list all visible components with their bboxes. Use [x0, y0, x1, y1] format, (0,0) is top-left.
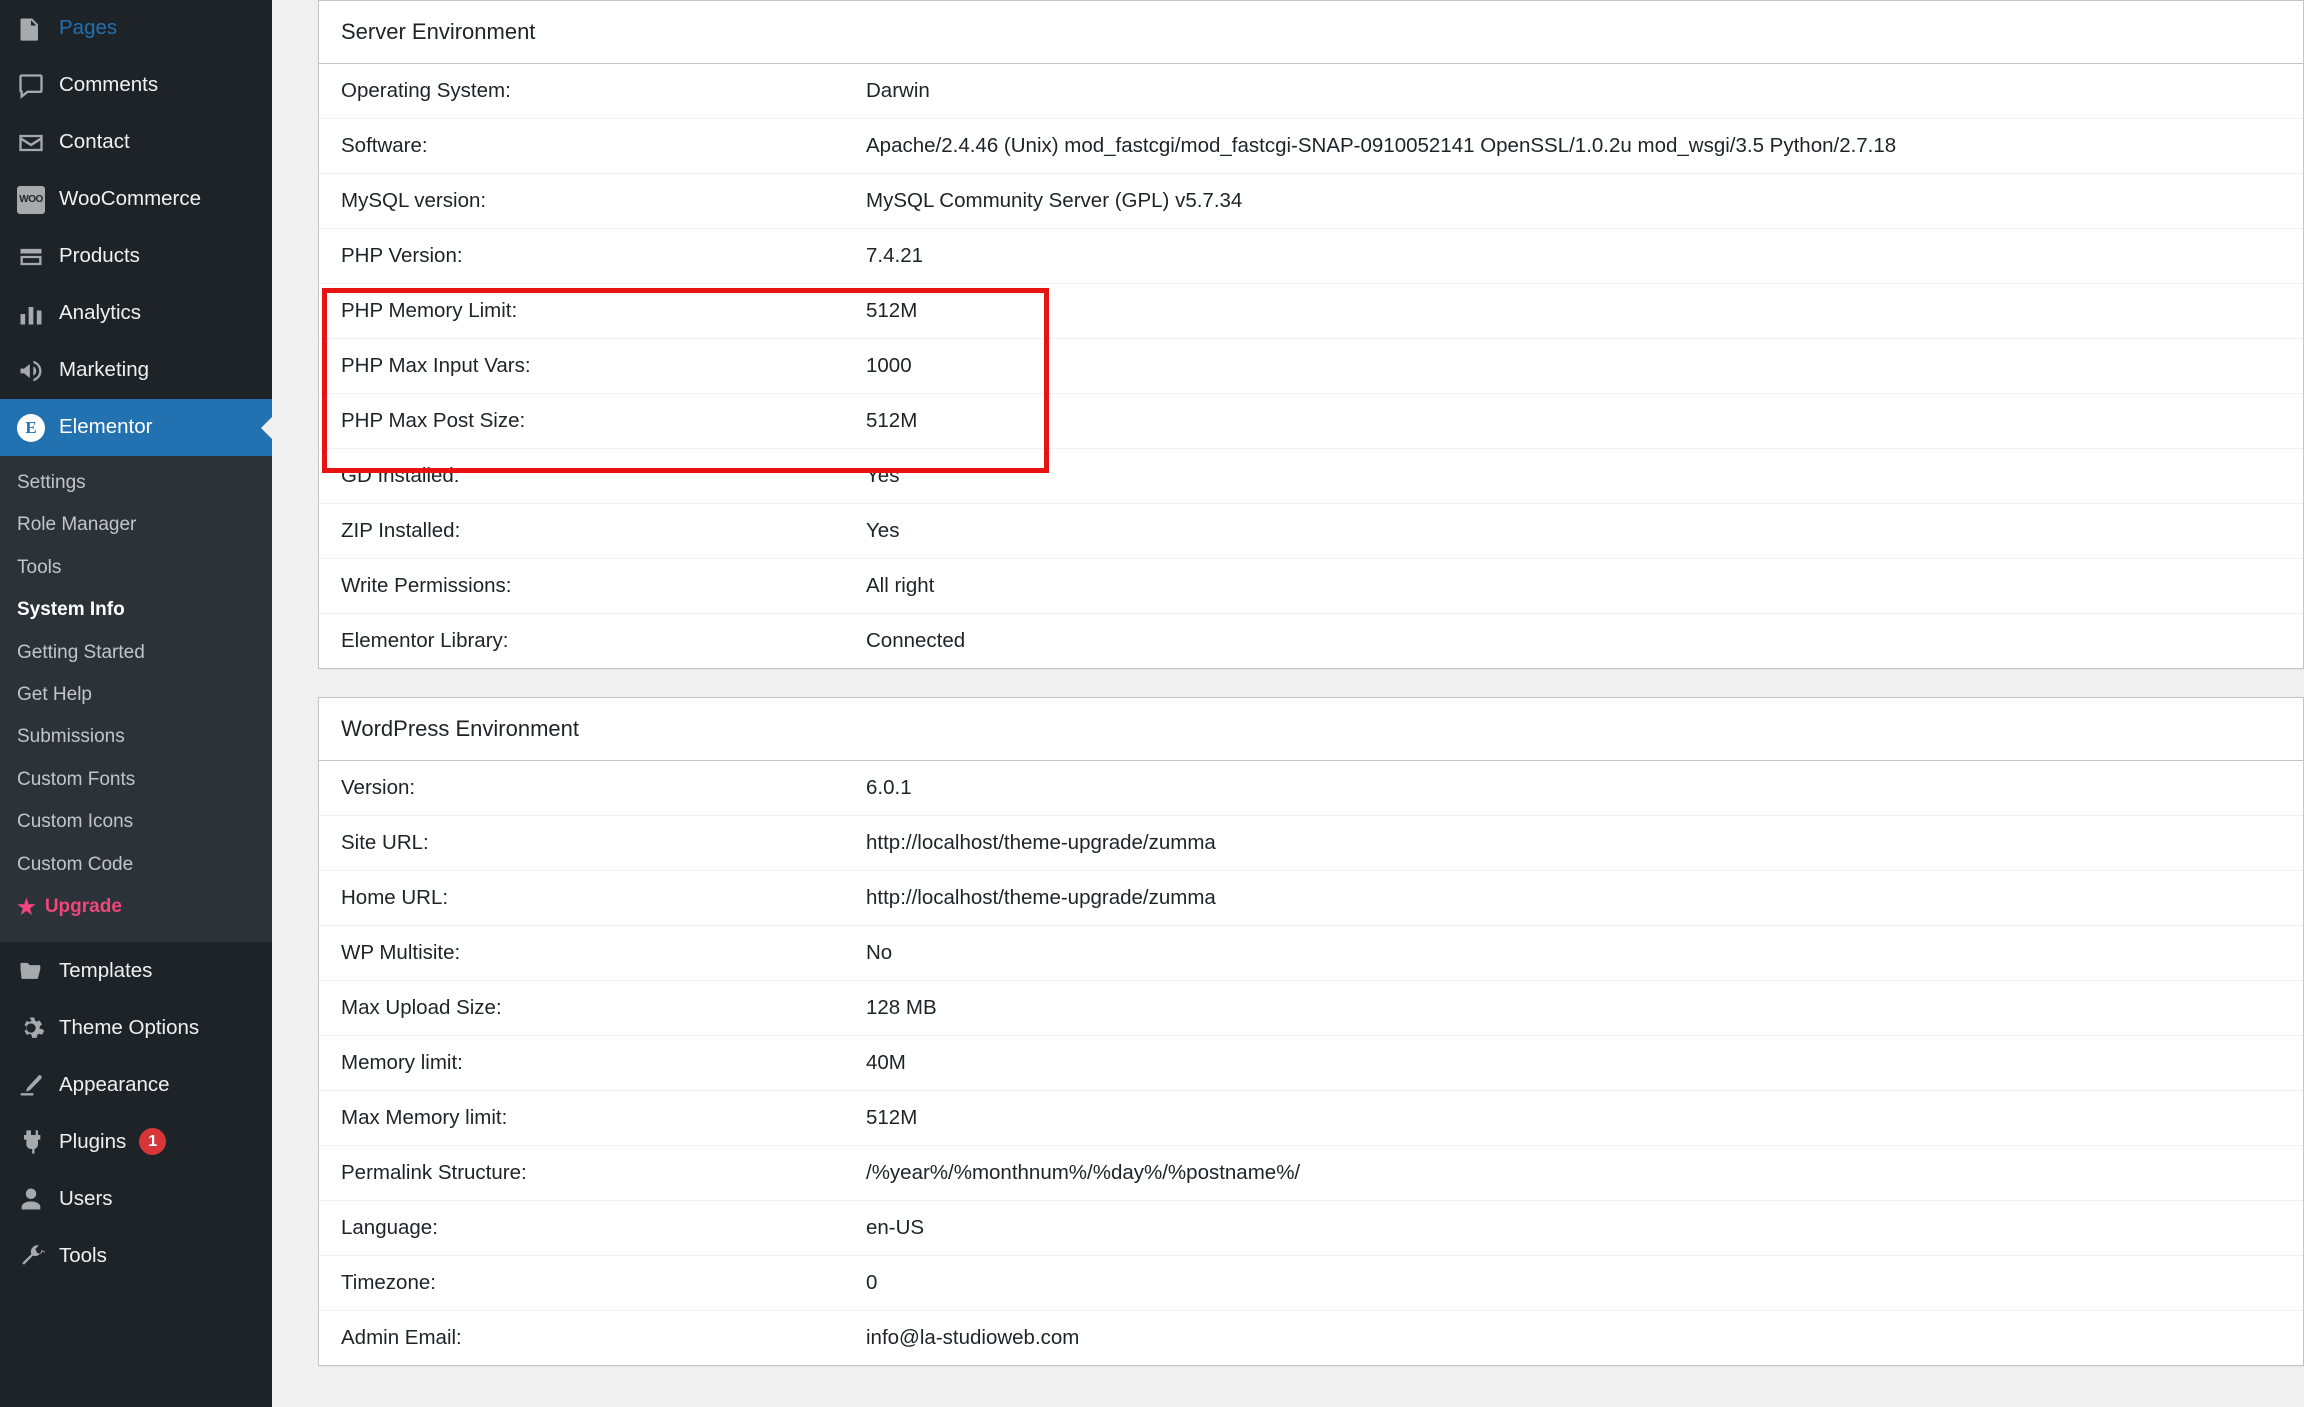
row-value: info@la-studioweb.com [866, 1326, 1080, 1349]
row-value: Yes [844, 504, 2303, 559]
system-info-content [272, 0, 2304, 1407]
sidebar-item-label: Users [59, 1186, 113, 1210]
row-key: Elementor Library: [341, 629, 509, 652]
row-key: PHP Max Input Vars: [319, 339, 844, 394]
table-row-php-max-input-vars [319, 339, 2303, 394]
submenu-item-submissions[interactable]: Submissions [17, 726, 125, 748]
mail-icon [17, 129, 59, 157]
submenu-item-role-manager[interactable]: Role Manager [17, 514, 137, 536]
sidebar-item-appearance[interactable] [0, 1056, 272, 1113]
plugins-update-badge: 1 [139, 1128, 166, 1155]
tools-icon [17, 1242, 59, 1270]
table-row [319, 449, 2303, 504]
panel-wordpress-environment [318, 697, 2304, 1366]
row-key: Timezone: [319, 1256, 844, 1311]
sidebar-item-label: Contact [59, 130, 130, 154]
wordpress-environment-table [319, 761, 2303, 1365]
row-value: 1000 [844, 339, 2303, 394]
comments-icon [17, 72, 59, 100]
row-value: Yes [844, 449, 2303, 504]
submenu-item-custom-icons[interactable]: Custom Icons [17, 811, 134, 833]
sidebar-item-pages[interactable] [0, 0, 272, 57]
table-row-php-memory-limit [319, 284, 2303, 339]
row-key: Max Memory limit: [319, 1091, 844, 1146]
admin-sidebar [0, 0, 272, 1407]
row-value: Connected [866, 629, 966, 652]
row-value: All right [844, 559, 2303, 614]
elementor-submenu [0, 456, 272, 942]
row-key: PHP Version: [319, 229, 844, 284]
submenu-item-get-help[interactable]: Get Help [17, 683, 92, 705]
panel-server-environment [318, 0, 2304, 669]
marketing-icon [17, 357, 59, 385]
row-key: Memory limit: [319, 1036, 844, 1091]
sidebar-item-label: Appearance [59, 1072, 170, 1096]
row-key: PHP Memory Limit: [319, 284, 844, 339]
row-key: ZIP Installed: [319, 504, 844, 559]
row-key: Software: [319, 119, 844, 174]
sidebar-item-elementor[interactable] [0, 399, 272, 456]
table-row [319, 559, 2303, 614]
row-value: 512M [844, 1091, 2303, 1146]
users-icon [17, 1185, 59, 1213]
row-key: Operating System: [319, 64, 844, 119]
submenu-item-system-info[interactable]: System Info [17, 599, 125, 621]
row-key: WP Multisite: [319, 926, 844, 981]
row-key: Language: [319, 1201, 844, 1256]
sidebar-item-analytics[interactable] [0, 285, 272, 342]
row-key: Site URL: [319, 816, 844, 871]
submenu-item-label: Upgrade [44, 895, 122, 917]
sidebar-item-templates[interactable] [0, 942, 272, 999]
panel-title: Server Environment [319, 1, 2303, 64]
table-row [319, 229, 2303, 284]
sidebar-item-label: Comments [59, 73, 159, 97]
table-row [319, 1036, 2303, 1091]
sidebar-item-label: Elementor [59, 415, 153, 439]
submenu-item-tools[interactable]: Tools [17, 556, 62, 578]
submenu-item-custom-code[interactable]: Custom Code [17, 853, 134, 875]
sidebar-item-label: Products [59, 244, 140, 268]
submenu-item-getting-started[interactable]: Getting Started [17, 641, 145, 663]
table-row [319, 119, 2303, 174]
sidebar-item-contact[interactable] [0, 114, 272, 171]
templates-icon [17, 957, 59, 985]
sidebar-item-products[interactable] [0, 228, 272, 285]
row-value: 7.4.21 [844, 229, 2303, 284]
row-value: No [844, 926, 2303, 981]
sidebar-item-label: Plugins [59, 1129, 127, 1153]
sidebar-item-woocommerce[interactable] [0, 171, 272, 228]
submenu-item-upgrade[interactable] [0, 886, 272, 928]
table-row [319, 174, 2303, 229]
sidebar-item-tools[interactable] [0, 1227, 272, 1284]
row-key: MySQL version: [319, 174, 844, 229]
pages-icon [17, 15, 59, 43]
row-value: MySQL Community Server (GPL) v5.7.34 [844, 174, 2303, 229]
row-value: en-US [844, 1201, 2303, 1256]
products-icon [17, 243, 59, 271]
table-row [319, 614, 2303, 669]
appearance-icon [17, 1071, 59, 1099]
table-row [319, 871, 2303, 926]
plugins-icon [17, 1128, 59, 1156]
sidebar-item-label: Analytics [59, 301, 142, 325]
sidebar-item-label: Theme Options [59, 1015, 200, 1039]
row-key: Permalink Structure: [319, 1146, 844, 1201]
server-environment-table [319, 64, 2303, 668]
row-value: http://localhost/theme-upgrade/zumma [844, 816, 2303, 871]
row-value: Apache/2.4.46 (Unix) mod_fastcgi/mod_fastcgi-SNAP-0910052141 OpenSSL/1.0.2u mod_wsgi/3.5 Python/2.7.18 [844, 119, 2303, 174]
table-row [319, 1146, 2303, 1201]
elementor-icon: E [17, 414, 59, 442]
row-key: PHP Max Post Size: [319, 394, 844, 449]
gear-icon [17, 1014, 59, 1042]
row-value: 6.0.1 [844, 761, 2303, 816]
submenu-item-custom-fonts[interactable]: Custom Fonts [17, 768, 136, 790]
panel-title: WordPress Environment [319, 698, 2303, 761]
row-key: Version: [319, 761, 844, 816]
table-row [319, 761, 2303, 816]
row-value: http://localhost/theme-upgrade/zumma [844, 871, 2303, 926]
sidebar-item-marketing[interactable] [0, 342, 272, 399]
row-value: Darwin [844, 64, 2303, 119]
sidebar-item-label: WooCommerce [59, 187, 202, 211]
row-value: 0 [844, 1256, 2303, 1311]
sidebar-item-plugins[interactable] [0, 1113, 272, 1170]
sidebar-item-label: Templates [59, 958, 153, 982]
table-row [319, 1091, 2303, 1146]
row-key: Max Upload Size: [319, 981, 844, 1036]
table-row [319, 926, 2303, 981]
table-row [319, 504, 2303, 559]
table-row [319, 981, 2303, 1036]
star-icon: ★ [17, 895, 36, 919]
table-row [319, 1256, 2303, 1311]
sidebar-item-theme-options[interactable] [0, 999, 272, 1056]
row-key: Home URL: [319, 871, 844, 926]
table-row [319, 1201, 2303, 1256]
sidebar-item-label: Marketing [59, 358, 150, 382]
sidebar-item-comments[interactable] [0, 57, 272, 114]
table-row-php-max-post-size [319, 394, 2303, 449]
row-value: 512M [844, 394, 2303, 449]
woocommerce-icon: WOO [17, 186, 59, 214]
submenu-item-settings[interactable]: Settings [17, 472, 86, 493]
row-value: 128 MB [844, 981, 2303, 1036]
row-key: Admin Email: [341, 1326, 462, 1349]
row-value: 512M [844, 284, 2303, 339]
sidebar-item-label: Tools [59, 1243, 107, 1267]
row-key: GD Installed: [319, 449, 844, 504]
sidebar-item-users[interactable] [0, 1170, 272, 1227]
analytics-icon [17, 300, 59, 328]
table-row [319, 1311, 2303, 1366]
row-value: 40M [844, 1036, 2303, 1091]
sidebar-item-label: Pages [59, 16, 118, 40]
row-key: Write Permissions: [319, 559, 844, 614]
table-row [319, 64, 2303, 119]
row-value: /%year%/%monthnum%/%day%/%postname%/ [844, 1146, 2303, 1201]
table-row [319, 816, 2303, 871]
